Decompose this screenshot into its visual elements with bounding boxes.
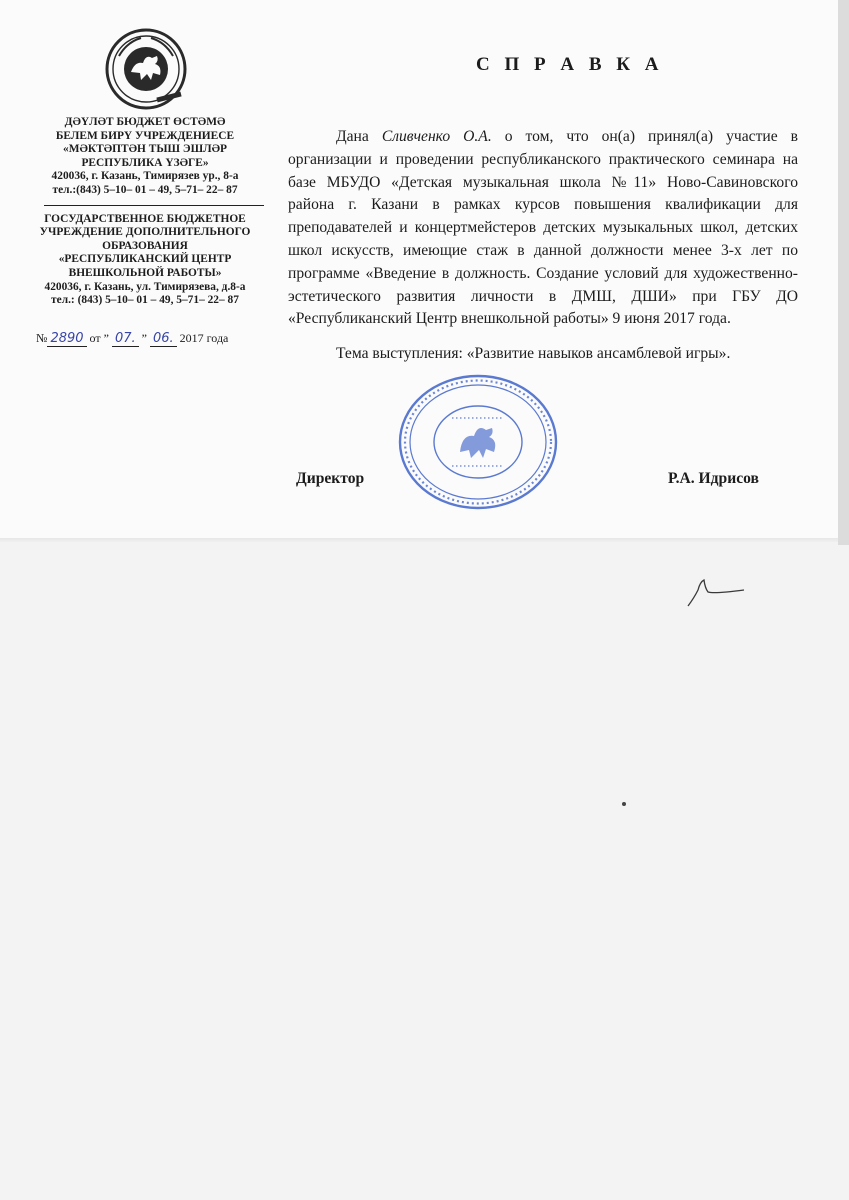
registration-line: [36, 331, 276, 346]
registration-year: 2017 года: [179, 331, 229, 345]
russian-name-line: ВНЕШКОЛЬНОЙ РАБОТЫ»: [68, 266, 222, 279]
paragraph-lead: Дана: [336, 128, 382, 145]
date-separator: ”: [141, 331, 147, 345]
tatar-name-line: ДӘҮЛӘТ БЮДЖЕТ ӨСТӘМӘ: [64, 116, 226, 128]
tatar-address: 420036, г. Казань, Тимирязев ур., 8-а: [51, 170, 239, 183]
russian-name-line: «РЕСПУБЛИКАНСКИЙ ЦЕНТР: [58, 253, 232, 266]
tatar-name-line: «МӘКТӘПТӘН ТЫШ ЭШЛӘР: [63, 143, 227, 156]
tatar-name-line: БЕЛЕМ БИРҮ УЧРЕЖДЕНИЕСЕ: [55, 129, 235, 142]
from-label: от ”: [89, 331, 109, 345]
person-name: Сливченко О.А.: [381, 128, 492, 145]
paragraph-text: о том, что он(а) принял(а) участие в организации и проведении республиканского практического семинара на базе МБУДО «Детская музыкальная школа №11» Ново-Савиновского района г. Казани в рамках курсов повышения квалификации для преподавателей и концертмейстеров детских музыкальных школ, детских школ искусств, имеющие стаж в данной должности менее 3-х лет по программе «Введение в должность. Создание условий для художественно-эстетического развития личности в ДМШ, ДШИ» при ГБУ ДО «Республиканский Центр внешкольной работы» 9 июня 2017 года.: [288, 128, 798, 328]
tatarstan-emblem-icon: [105, 28, 187, 110]
russian-name-line: УЧРЕЖДЕНИЕ ДОПОЛНИТЕЛЬНОГО: [39, 226, 251, 239]
registration-day: 07.: [112, 331, 139, 347]
header-divider: [44, 205, 264, 206]
tatar-name-line: РЕСПУБЛИКА ҮЗӘГЕ»: [81, 156, 209, 169]
registration-month: 06.: [150, 331, 177, 347]
signature-name: Р.А. Идрисов: [668, 470, 759, 487]
topic-paragraph: Тема выступления: «Развитие навыков ансамблевой игры».: [336, 345, 731, 363]
signature-role: Директор: [296, 470, 365, 487]
paper-speck: [622, 802, 626, 806]
sender-header: [20, 116, 270, 308]
certificate-paragraph: [288, 126, 798, 331]
sheet-fold: [0, 538, 840, 542]
document-body: [288, 126, 798, 366]
backing-sheet: [0, 540, 849, 1200]
russian-name-line: ГОСУДАРСТВЕННОЕ БЮДЖЕТНОЕ: [44, 212, 246, 225]
russian-address: 420036, г. Казань, ул. Тимирязева, д.8-а: [44, 280, 246, 293]
document-title: С П Р А В К А: [476, 54, 664, 75]
registration-number: 2890: [47, 331, 86, 347]
tatar-phone: тел.:(843) 5–10– 01 – 49, 5–71– 22– 87: [52, 183, 238, 196]
russian-phone: тел.: (843) 5–10– 01 – 49, 5–71– 22– 87: [51, 294, 239, 307]
number-label: №: [36, 331, 48, 345]
sheet-edge: [838, 0, 849, 545]
official-stamp-icon: [396, 372, 560, 512]
russian-name-line: ОБРАЗОВАНИЯ: [102, 239, 188, 252]
pen-mark-icon: [684, 576, 748, 610]
